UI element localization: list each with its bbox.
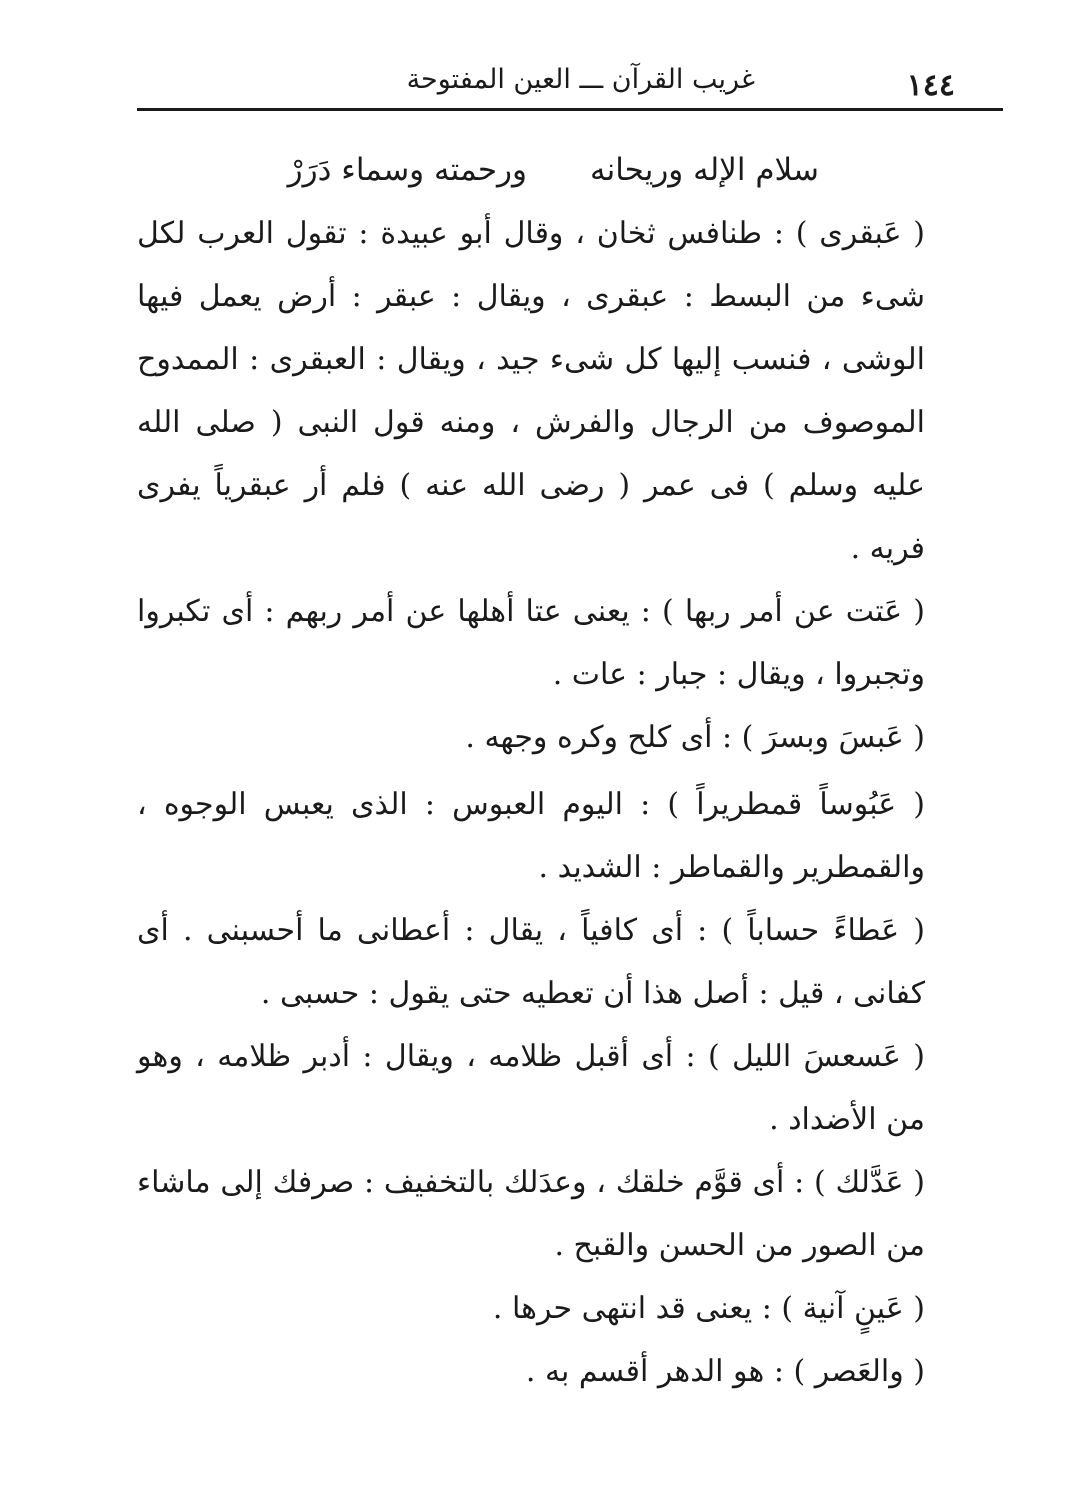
entry-atat: ( عَتت عن أمر ربها ) : يعنى عتا أهلها عن أمر ربهم : أى تكبروا وتجبروا ، ويقال : جبار : عات . <box>137 594 925 692</box>
running-title: غريب القرآن ـــ العين المفتوحة <box>406 64 755 95</box>
page-number: ١٤٤ <box>906 68 955 103</box>
poetry-verse <box>137 140 987 196</box>
body-text <box>137 140 987 1403</box>
entry-ayn-aniya: ( عَينٍ آنية ) : يعنى قد انتهى حرها . <box>492 1291 925 1326</box>
entry-al-asr: ( والعَصر ) : هو الدهر أقسم به . <box>525 1354 925 1389</box>
verse-hemistich-1: سلام الإله وريحانه <box>589 152 819 188</box>
running-head <box>135 48 1003 108</box>
entry-addalaka: ( عَدَّلك ) : أى قوَّم خلقك ، وعدَلك بالتخفيف : صرفك إلى ماشاء من الصور من الحسن والقبح . <box>137 1165 925 1263</box>
entry-ataan: ( عَطاءً حساباً ) : أى كافياً ، يقال : أعطانى ما أحسبنى . أى كفانى ، قيل : أصل هذا أن تعطيه حتى يقول : حسبى . <box>137 913 925 1011</box>
entry-abusan: ( عَبُوساً قمطريراً ) : اليوم العبوس : الذى يعبس الوجوه ، والقمطرير والقماطر : الشديد . <box>137 787 925 885</box>
header-rule <box>137 108 1003 111</box>
entry-asasa: ( عَسعسَ الليل ) : أى أقبل ظلامه ، ويقال : أدبر ظلامه ، وهو من الأضداد . <box>137 1039 925 1137</box>
verse-hemistich-2: ورحمته وسماء دَرَرْ <box>287 152 527 188</box>
entry-abqari: ( عَبقرى ) : طنافس ثخان ، وقال أبو عبيدة : تقول العرب لكل شىء من البسط : عبقرى ، ويقال : عبقر : أرض يعمل فيها الوشى ، فنسب إليها كل شىء جيد ، ويقال : العبقرى : الممدوح الموصوف من الرجال والفرش ، ومنه قول النبى ( صلى الله عليه وسلم ) فى عمر ( رضى الله عنه ) فلم أر عبقرياً يفرى فريه . <box>137 216 925 566</box>
entry-abasa: ( عَبسَ وبسرَ ) : أى كلح وكره وجهه . <box>465 720 925 755</box>
